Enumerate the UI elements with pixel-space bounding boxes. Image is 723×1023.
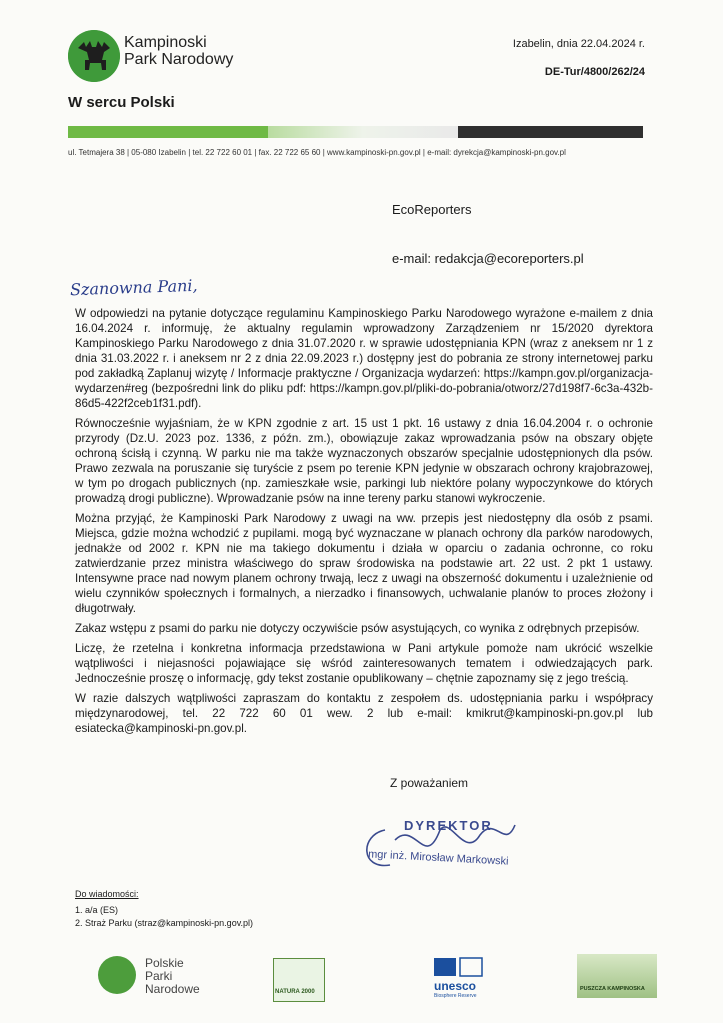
- unesco-sub-label: Biosphere Reserve: [434, 993, 477, 999]
- recipient-name: EcoReporters: [392, 202, 472, 217]
- brand-name: [124, 34, 233, 68]
- paragraph: W razie dalszych wątpliwości zapraszam do kontaktu z zespołem ds. udostępniania parku i współpracy międzynarodowej, tel. 22 722 60 01 wew. 2 lub e-mail: kmikrut@kampinoski-pn.gov.pl lub esiatecka@kampinoski-pn.gov.pl.: [75, 692, 653, 735]
- ppn-logo-text: [145, 957, 200, 996]
- brand-line: Kampinoski: [124, 34, 207, 51]
- header-bar-fade: [268, 126, 458, 138]
- recipient-email: e-mail: redakcja@ecoreporters.pl: [392, 251, 584, 266]
- paragraph: Liczę, że rzetelna i konkretna informacja przedstawiona w Pani artykule pomoże nam ukrócić wszelkie wątpliwości i niejasności pojawiające się wśród zainteresowanych tematem i odwiedzających park. Jednocześnie proszę o informację, gdy tekst zostanie opublikowany – chętnie zapoznamy się z jego treścią.: [75, 642, 653, 685]
- header-bar-dark: [458, 126, 643, 138]
- ppn-line: Polskie: [145, 956, 184, 970]
- letter-date: Izabelin, dnia 22.04.2024 r.: [512, 38, 645, 50]
- unesco-label: unesco: [434, 979, 477, 993]
- salutation: Szanowna Pani,: [69, 275, 198, 300]
- brand-line: Park Narodowy: [124, 51, 234, 68]
- natura-logo: [273, 958, 325, 1002]
- list-item: 2. Straż Parku (straz@kampinoski-pn.gov.pl): [75, 918, 254, 928]
- closing: Z poważaniem: [390, 776, 469, 790]
- director-stamp: DYREKTOR: [404, 818, 493, 833]
- letter-body: [75, 306, 653, 741]
- motto: W sercu Polski: [68, 94, 175, 111]
- puszcza-label: PUSZCZA KAMPINOSKA: [580, 986, 645, 992]
- list-item: 1. a/a (ES): [75, 905, 119, 915]
- paragraph: Można przyjąć, że Kampinoski Park Narodowy z uwagi na ww. przepis jest niedostępny dla osób z psami. Miejsca, gdzie można wchodzić z pupilami. mogą być wyznaczane w planach ochrony dla parków narodowych, jednakże od 2002 r. KPN nie ma takiego dokumentu i działa w oparciu o zadania ochronne, co roku zatwierdzanie przez ministra właściwego do spraw środowiska na podstawie art. 22 ust. 2 pkt 1 ustawy. Intensywne prace nad nowym planem ochrony trwają, lecz z uwagi na obszerność dokumentu i uzależnienie od wielu czynników społecznych i formalnych, a nierzadko i finansowych, uchwalanie planów to proces złożony i długotrwały.: [75, 512, 653, 615]
- contact-line: ul. Tetmajera 38 | 05-080 Izabelin | tel. 22 722 60 01 | fax. 22 722 65 60 | www.kampinoski-pn.gov.pl | e-mail: dyrekcja@kampinoski-pn.gov.pl: [68, 148, 566, 157]
- notice-title: Do wiadomości:: [75, 889, 139, 899]
- moose-icon: [68, 30, 120, 82]
- paragraph: Zakaz wstępu z psami do parku nie dotyczy oczywiście psów asystujących, co wynika z odrębnych przepisów.: [75, 622, 640, 635]
- paragraph: W odpowiedzi na pytanie dotyczące regulaminu Kampinoskiego Parku Narodowego wyrażone e-mailem z dnia 16.04.2024 r. informuję, że aktualny regulamin wprowadzony Zarządzeniem nr 15/2020 dyrektora Kampinoskiego Parku Narodowego z dnia 31.07.2020 r. w sprawie udostępniania KPN (wraz z aneksem nr 1 z dnia 31.03.2022 r. i aneksem nr 2 z dnia 22.09.2023 r.) dostępny jest do pobrania ze strony internetowej parku pod zakładką Zaplanuj wizytę / Informacje praktyczne / Organizacja wydarzeń: https://kampn.gov.pl/organizacja-wydarzen#reg (bezpośredni link do pliku pdf: https://kampn.gov.pl/pliki-do-pobrania/otworz/27d198f7-6c3a-432b-86d5-422f2ceb1f31.pdf).: [75, 307, 653, 410]
- notice-list: [75, 904, 253, 930]
- tree-icon: [98, 956, 136, 994]
- header-bar-green: [68, 126, 268, 138]
- paragraph: Równocześnie wyjaśniam, że w KPN zgodnie z art. 15 ust 1 pkt. 16 ustawy z dnia 16.04.2004 r. o ochronie przyrody (Dz.U. 2023 poz. 1336, z późn. zm.), obowiązuje zakaz wprowadzania psów na obszary objęte ochroną ścisłą i czynną. W parku nie ma także wyznaczonych obszarów specjalnie udostępnionych dla psów. Prawo zezwala na poruszanie się turyście z psem po terenie KPN jedynie w obszarach ochrony krajobrazowej, w tym po drogach publicznych (np. zamieszkałe wsie, parkingi lub niektóre polany wypoczynkowe do których prowadzą drogi publiczne). Wprowadzanie psów na inne tereny parku stanowi wykroczenie.: [75, 417, 653, 505]
- director-name: mgr inż. Mirosław Markowski: [367, 848, 509, 868]
- ppn-line: Parki: [145, 969, 173, 983]
- reference-number: DE-Tur/4800/262/24: [544, 66, 645, 78]
- ppn-line: Narodowe: [145, 982, 200, 996]
- natura-label: NATURA 2000: [275, 989, 315, 995]
- kpn-logo: [68, 30, 120, 82]
